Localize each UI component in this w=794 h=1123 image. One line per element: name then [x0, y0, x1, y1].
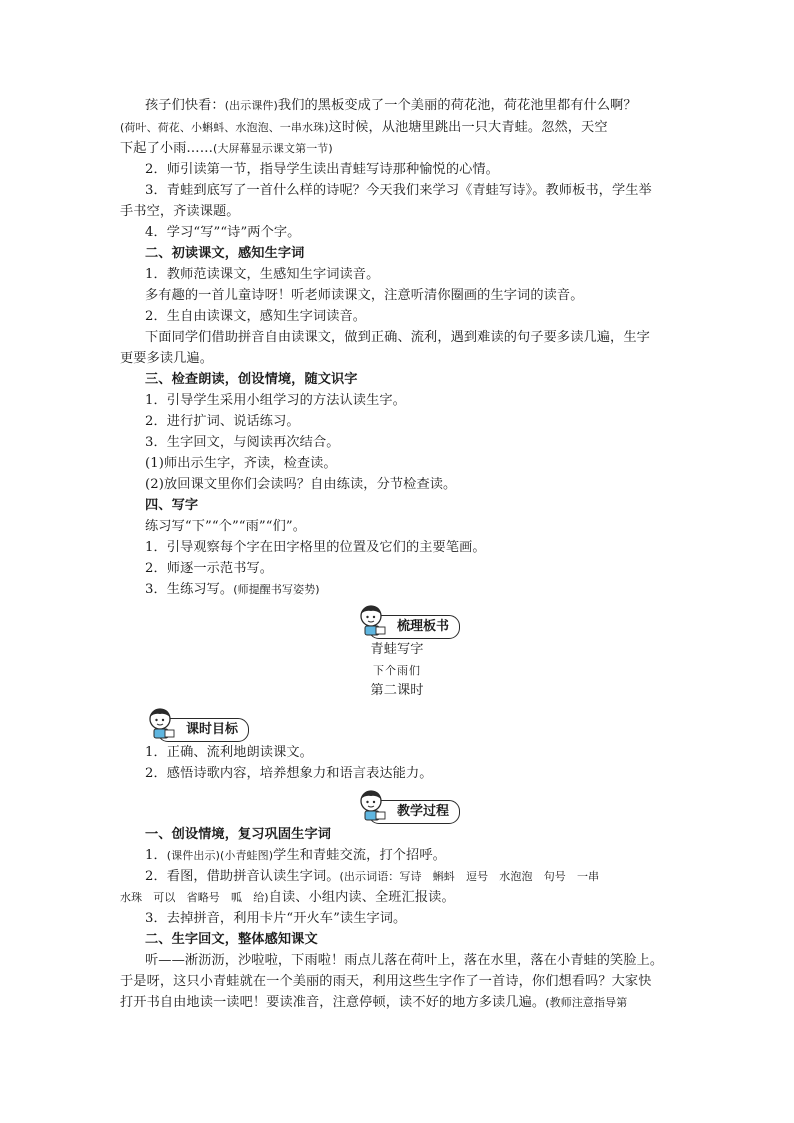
section-3-item-2: 2．进行扩词、说话练习。	[145, 414, 300, 429]
step-2: 2．师引读第一节，指导学生读出青蛙写诗那种愉悦的心情。	[145, 162, 499, 177]
section-2-text-2-cont: 更要多读几遍。	[120, 351, 214, 366]
process-text-1: 听——淅沥沥，沙啦啦，下雨啦！雨点儿落在荷叶上，落在水里，落在小青蛙的笑脸上。	[145, 953, 664, 968]
section-2-item-1: 1．教师范读课文，生感知生字词读音。	[145, 267, 380, 282]
step-3-cont: 手书空，齐读课题。	[120, 204, 240, 219]
student-icon	[356, 788, 390, 824]
board-summary-badge	[356, 603, 466, 639]
section-4-item-3: 3．生练习写。(师提醒书写姿势)	[145, 582, 320, 597]
section-2-heading: 二、初读课文，感知生字词	[145, 246, 305, 261]
section-2-text-2: 下面同学们借助拼音自由读课文，做到正确、流利，遇到难读的句子要多读几遍，生字	[145, 330, 650, 345]
process-section-1-heading: 一、创设情境，复习巩固生字词	[145, 827, 332, 842]
section-3-item-3: 3．生字回文，与阅读再次结合。	[145, 435, 340, 450]
intro-line-3: 下起了小雨……(大屏幕显示课文第一节)	[120, 141, 333, 156]
process-text-2: 于是呀，这只小青蛙就在一个美丽的雨天，利用这些生字作了一首诗，你们想看吗？大家快	[120, 974, 652, 989]
board-summary-label: 梳理板书	[368, 615, 460, 639]
board-chars: 下个雨们	[373, 664, 421, 677]
section-3-item-1: 1．引导学生采用小组学习的方法认读生字。	[145, 393, 406, 408]
goals-badge	[145, 706, 255, 742]
section-4-heading: 四、写字	[145, 498, 199, 513]
section-2-text-1: 多有趣的一首儿童诗呀！听老师读课文，注意听清你圈画的生字词的读音。	[145, 288, 584, 303]
process-item-1: 1．(课件出示)(小青蛙图)学生和青蛙交流，打个招呼。	[145, 848, 446, 863]
goals-label: 课时目标	[157, 718, 249, 742]
process-item-2: 2．看图，借助拼音认读生字词。(出示词语：写诗 蝌蚪 逗号 水泡泡 句号 一串	[145, 869, 600, 884]
step-4: 4．学习“写”“诗”两个字。	[145, 225, 301, 240]
lesson-2-title: 第二课时	[370, 683, 424, 698]
section-4-text: 练习写“下”“个”“雨”“们”。	[145, 519, 307, 534]
process-item-2-cont: 水珠 可以 省略号 呱 给)自读、小组内读、全班汇报读。	[120, 890, 455, 905]
board-title: 青蛙写字	[370, 642, 424, 657]
section-3-sub-1: (1)师出示生字，齐读，检查读。	[145, 456, 337, 471]
section-4-item-2: 2．师逐一示范书写。	[145, 561, 274, 576]
process-badge	[356, 788, 466, 824]
student-icon	[145, 706, 179, 742]
step-3: 3．青蛙到底写了一首什么样的诗呢？今天我们来学习《青蛙写诗》。教师板书，学生举	[145, 183, 652, 198]
process-label: 教学过程	[368, 800, 460, 824]
section-4-item-1: 1．引导观察每个字在田字格里的位置及它们的主要笔画。	[145, 540, 486, 555]
process-text-3: 打开书自由地读一读吧！要读准音，注意停顿，读不好的地方多读几遍。(教师注意指导第	[120, 995, 628, 1010]
section-3-sub-2: (2)放回课文里你们会读吗？自由练读，分节检查读。	[145, 477, 457, 492]
process-section-2-heading: 二、生字回文，整体感知课文	[145, 932, 318, 947]
section-3-heading: 三、检查朗读，创设情境，随文识字	[145, 372, 358, 387]
intro-line-1: 孩子们快看：(出示课件)我们的黑板变成了一个美丽的荷花池，荷花池里都有什么啊？	[145, 98, 637, 113]
process-item-3: 3．去掉拼音，利用卡片“开火车”读生字词。	[145, 911, 407, 926]
goal-2: 2．感悟诗歌内容，培养想象力和语言表达能力。	[145, 766, 433, 781]
goal-1: 1．正确、流利地朗读课文。	[145, 745, 313, 760]
student-icon	[356, 603, 390, 639]
intro-line-2: (荷叶、荷花、小蝌蚪、水泡泡、一串水珠)这时候，从池塘里跳出一只大青蛙。忽然，天空	[120, 120, 608, 135]
section-2-item-2: 2．生自由读课文，感知生字词读音。	[145, 309, 367, 324]
